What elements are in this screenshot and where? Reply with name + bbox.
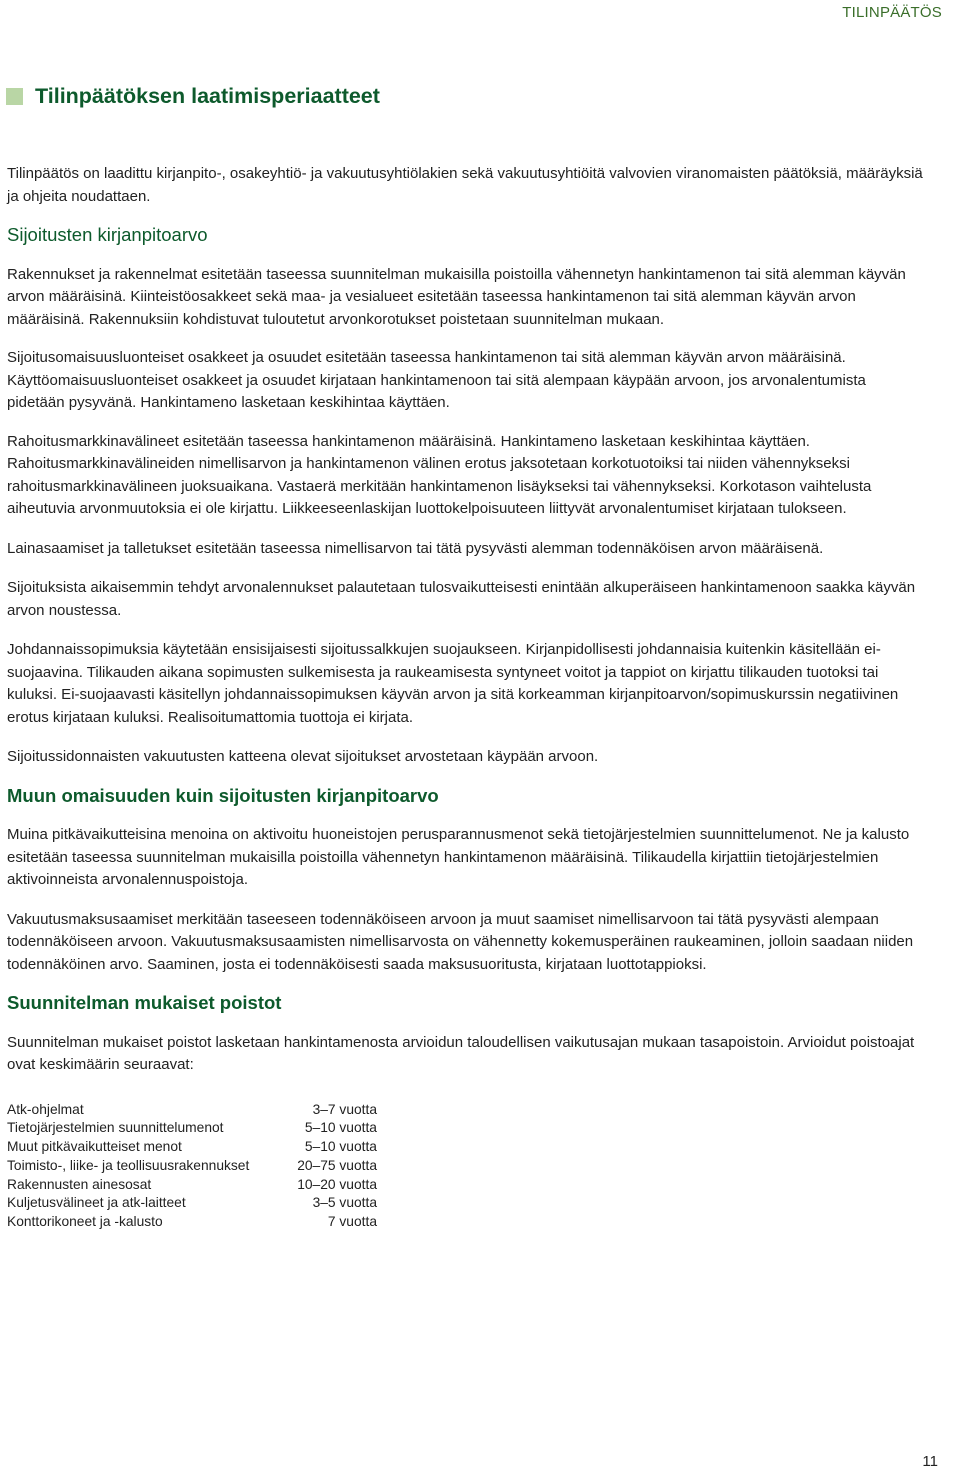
table-cell-name: Konttorikoneet ja -kalusto <box>7 1214 163 1230</box>
paragraph: Muina pitkävaikutteisina menoina on aktivoitu huoneistojen perusparannusmenot sekä tietojärjestelmien suunnittelumenot. Ne ja kalusto esitetään taseessa suunnitelman mukaisilla poistoilla vähennetyn hankintamenon määräisinä. Tilikaudella kirjattiin tietojärjestelmien aktivoinneista arvonalennuspoistoja. <box>7 826 910 888</box>
page-header-label: TILINPÄÄTÖS <box>842 4 942 21</box>
paragraph: Sijoitusomaisuusluonteiset osakkeet ja osuudet esitetään taseessa hankintamenon tai sitä alemman käyvän arvon määräisinä. Käyttöomaisuusluonteiset osakkeet ja osuudet kirjataan hankintamenoon tai sitä alempaan käypään arvoon, jos arvonalentumista pidetään pysyvänä. Hankintameno lasketaan keskihintaa käyttäen. <box>7 349 866 411</box>
table-cell-value: 7 vuotta <box>327 1214 377 1230</box>
table-row <box>7 1138 927 1157</box>
paragraph: Rahoitusmarkkinavälineet esitetään taseessa hankintamenon määräisinä. Hankintameno lasketaan keskihintaa käyttäen. Rahoitusmarkkinavälineiden nimellisarvon ja hankintamenon välinen erotus jaksotetaan korkotuotoiksi tai niiden vähennykseksi rahoitusmarkkinavälineen juoksuaikana. Vastaerä merkitään hankintamenon lisäykseksi tai vähennykseksi. Korkotason vaihtelusta aiheutuvia arvonmuutoksia ei ole kirjattu. Liikkeeseenlaskijan luottokelpoisuuteen liittyvät arvonalentumiset kirjataan tulokseen. <box>7 432 872 517</box>
paragraph: Suunnitelman mukaiset poistot lasketaan hankintamenosta arvioidun taloudellisen vaikutusajan mukaan tasapoistoin. Arvioidut poistoajat ovat keskimäärin seuraavat: <box>7 1033 915 1073</box>
table-row <box>7 1157 927 1176</box>
table-row <box>7 1213 927 1232</box>
table-row <box>7 1176 927 1195</box>
paragraph: Sijoituksista aikaisemmin tehdyt arvonalennukset palautetaan tulosvaikutteisesti enintään alkuperäiseen hankintamenoon saakka käyvän arvon noustessa. <box>7 579 916 619</box>
page-title: Tilinpäätöksen laatimisperiaatteet <box>35 84 380 108</box>
table-cell-name: Atk-ohjelmat <box>7 1101 84 1117</box>
depreciation-table <box>7 1101 927 1233</box>
title-square-icon <box>6 88 23 105</box>
section-heading-investments: Sijoitusten kirjanpitoarvo <box>7 224 208 245</box>
table-row <box>7 1101 927 1120</box>
table-cell-name: Toimisto-, liike- ja teollisuusrakennukset <box>7 1157 250 1173</box>
title-row <box>6 84 380 109</box>
table-row <box>7 1119 927 1138</box>
table-cell-value: 20–75 vuotta <box>297 1157 377 1173</box>
page-number: 11 <box>922 1453 938 1470</box>
table-cell-name: Tietojärjestelmien suunnittelumenot <box>7 1120 224 1136</box>
table-cell-name: Kuljetusvälineet ja atk-laitteet <box>7 1195 186 1211</box>
table-cell-value: 10–20 vuotta <box>297 1176 377 1192</box>
table-cell-name: Rakennusten ainesosat <box>7 1176 152 1192</box>
table-row <box>7 1194 927 1213</box>
document-body <box>7 163 927 1232</box>
paragraph: Johdannaissopimuksia käytetään ensisijaisesti sijoitussalkkujen suojaukseen. Kirjanpidollisesti johdannaisia kuitenkin käsitellään ei-suojaavina. Tilikauden aikana sopimusten sulkemisesta ja raukeamisesta syntyneet voitot ja tappiot on kirjattu tilikauden tuotoksi tai kuluksi. Ei-suojaavasti käsitellyn johdannaissopimuksen käyvän arvon ja sitä korkeamman kirjanpitoarvon/sopimuskurssin negatiivinen erotus kirjataan kuluksi. Realisoitumattomia tuottoja ei kirjata. <box>7 641 899 726</box>
paragraph: Rakennukset ja rakennelmat esitetään taseessa suunnitelman mukaisilla poistoilla vähennetyn hankintamenon tai sitä alemman käyvän arvon määräisinä. Kiinteistöosakkeet sekä maa- ja vesialueet esitetään taseessa hankintamenon tai sitä alemman käyvän arvon määräisinä. Rakennuksiin kohdistuvat tuloutetut arvonkorotukset poistetaan suunnitelman mukaan. <box>7 265 906 328</box>
paragraph: Lainasaamiset ja talletukset esitetään taseessa nimellisarvon tai tätä pysyvästi alemman todennäköisen arvon määräisenä. <box>7 539 824 557</box>
section-heading-other-assets: Muun omaisuuden kuin sijoitusten kirjanpitoarvo <box>7 784 439 806</box>
table-cell-name: Muut pitkävaikutteiset menot <box>7 1139 182 1155</box>
table-cell-value: 3–7 vuotta <box>312 1101 377 1117</box>
table-cell-value: 5–10 vuotta <box>304 1120 377 1136</box>
intro-paragraph: Tilinpäätös on laadittu kirjanpito-, osakeyhtiö- ja vakuutusyhtiölakien sekä vakuutusyhtiöitä valvovien viranomaisten päätöksiä, määräyksiä ja ohjeita noudattaen. <box>7 165 923 205</box>
table-cell-value: 5–10 vuotta <box>304 1139 377 1155</box>
table-cell-value: 3–5 vuotta <box>312 1195 377 1211</box>
section-heading-depreciation: Suunnitelman mukaiset poistot <box>7 992 282 1013</box>
paragraph: Vakuutusmaksusaamiset merkitään taseeseen todennäköiseen arvoon ja muut saamiset nimellisarvoon tai tätä pysyvästi alempaan todennäköiseen arvoon. Vakuutusmaksusaamisten nimellisarvosta on vähennetty kokemusperäinen raukeaminen, jolloin saadaan niiden todennäköinen arvo. Saaminen, josta ei todennäköisesti saada maksusuoritusta, kirjataan luottotappioksi. <box>7 910 914 973</box>
paragraph: Sijoitussidonnaisten vakuutusten katteena olevat sijoitukset arvostetaan käypään arvoon. <box>7 748 599 765</box>
